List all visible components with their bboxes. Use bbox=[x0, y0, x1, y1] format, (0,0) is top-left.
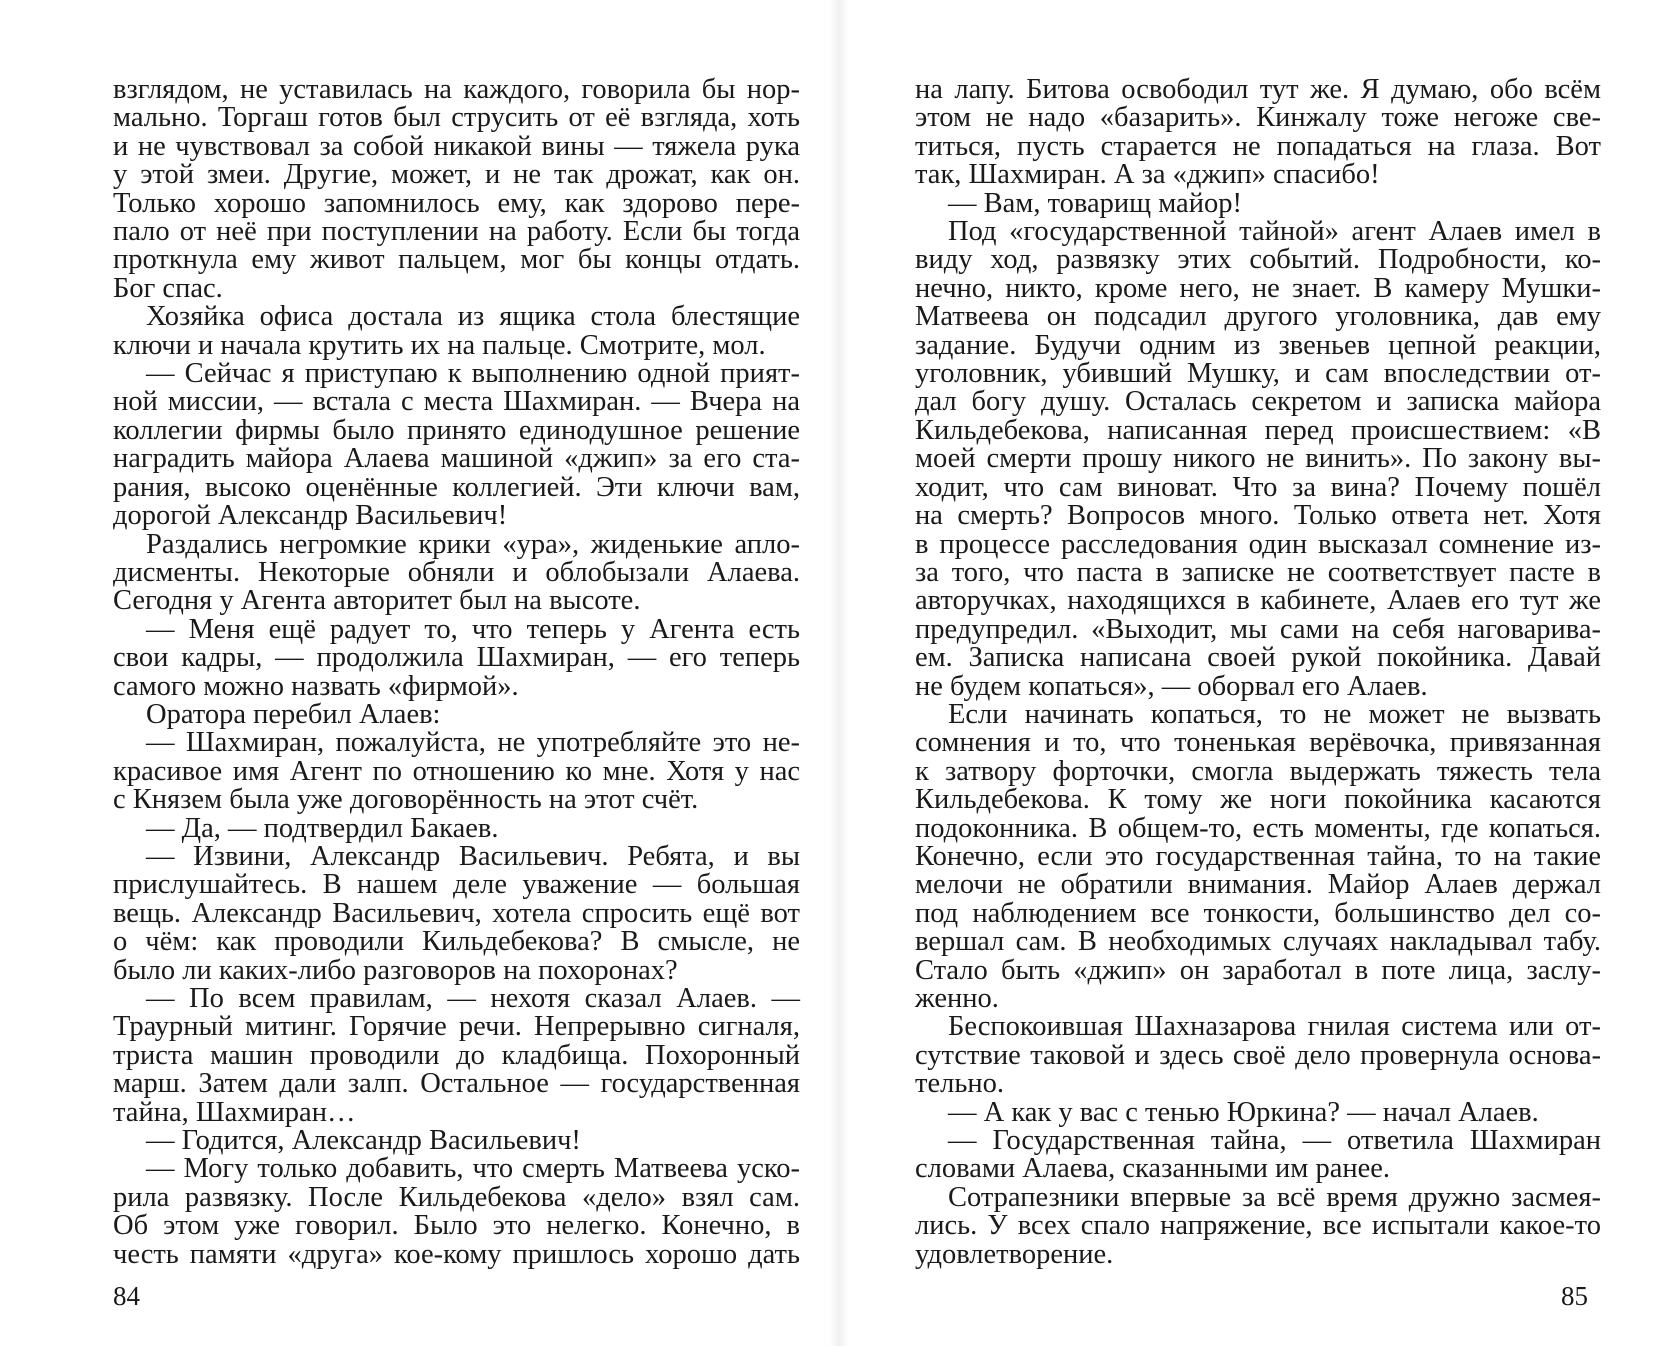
text-line: наградить майора Алаева машиной «джип» за его ста- bbox=[113, 443, 800, 475]
text-line: рила развязку. После Кильдебекова «дело» взял сам. bbox=[113, 1181, 800, 1213]
text-line: — Да, — подтвердил Бакаев. bbox=[146, 812, 499, 844]
text-line: — Могу только добавить, что смерть Матвеева уско- bbox=[146, 1153, 800, 1185]
text-line: самого можно назвать «фирмой». bbox=[113, 670, 519, 702]
text-line: взглядом, не уставилась на каждого, говорила бы нор- bbox=[113, 74, 800, 105]
text-line: пало от неё при поступлении на работу. Если бы тогда bbox=[113, 216, 800, 248]
text-line: тельно. bbox=[915, 1068, 1004, 1100]
text-line: и не чувствовал за собой никакой вины — тяжела рука bbox=[113, 130, 800, 162]
text-line: марш. Затем дали залп. Остальное — государственная bbox=[113, 1068, 800, 1100]
text-line: на лапу. Битова освободил тут же. Я думаю, обо всём bbox=[915, 74, 1601, 105]
text-line: с Князем была уже договорённость на этот счёт. bbox=[113, 784, 699, 816]
text-line: под наблюдением все тонкости, большинство дел со- bbox=[915, 897, 1601, 929]
text-line: — Меня ещё радует то, что теперь у Агента есть bbox=[146, 613, 800, 645]
text-line: так, Шахмиран. А за «джип» спасибо! bbox=[915, 159, 1380, 191]
text-line: сомнения и то, что тоненькая верёвочка, привязанная bbox=[915, 727, 1601, 759]
text-line: уголовник, убивший Мушку, и сам впоследствии от- bbox=[915, 358, 1601, 390]
left-page-text bbox=[113, 76, 800, 1269]
text-line: Хозяйка офиса достала из ящика стола блестящие bbox=[146, 301, 800, 333]
text-line: женно. bbox=[915, 983, 999, 1014]
text-line: Беспокоившая Шахназарова гнилая система или от- bbox=[948, 1011, 1601, 1043]
text-line: — Государственная тайна, — ответила Шахмиран bbox=[948, 1125, 1601, 1157]
text-line: Стало быть «джип» он заработал в поте лица, заслу- bbox=[915, 954, 1601, 986]
text-line: вещь. Александр Васильевич, хотела спросить ещё вот bbox=[113, 897, 800, 929]
text-line: вершал сам. В необходимых случаях накладывал табу. bbox=[915, 926, 1601, 958]
text-line: моей смерти прошу никого не винить». По закону вы- bbox=[915, 443, 1601, 475]
right-page-number: 85 bbox=[1561, 1281, 1588, 1311]
text-line: прислушайтесь. В нашем деле уважение — большая bbox=[113, 869, 800, 901]
text-line: ем. Записка написана своей рукой покойника. Давай bbox=[915, 642, 1601, 674]
text-line: ключи и начала крутить их на пальце. Смотрите, мол. bbox=[113, 329, 766, 361]
text-line: — А как у вас с тенью Юркина? — начал Алаев. bbox=[948, 1096, 1539, 1128]
text-line: триста машин проводили до кладбища. Похоронный bbox=[113, 1039, 800, 1071]
text-line: дал богу душу. Осталась секретом и записка майора bbox=[915, 386, 1601, 418]
text-line: красивое имя Агент по отношению ко мне. Хотя у нас bbox=[113, 755, 800, 787]
text-line: Об этом уже говорил. Было это нелегко. Конечно, в bbox=[113, 1210, 800, 1242]
text-line: авторучках, находящихся в кабинете, Алаев его тут же bbox=[915, 585, 1601, 617]
right-page bbox=[839, 0, 1678, 1346]
text-line: этом не надо «базарить». Кинжалу тоже негоже све- bbox=[915, 102, 1601, 134]
text-line: мально. Торгаш готов был струсить от её взгляда, хоть bbox=[113, 102, 800, 134]
text-line: проткнула ему живот пальцем, мог бы концы отдать. bbox=[113, 244, 800, 276]
text-line: честь памяти «друга» кое-кому пришлось хорошо дать bbox=[113, 1238, 800, 1270]
text-line: — По всем правилам, — нехотя сказал Алаев. — bbox=[146, 983, 800, 1014]
text-line: задание. Будучи одним из звеньев цепной реакции, bbox=[915, 329, 1601, 361]
text-line: было ли каких-либо разговоров на похоронах? bbox=[113, 954, 678, 986]
right-page-text bbox=[915, 76, 1601, 1269]
text-line: дорогой Александр Васильевич! bbox=[113, 500, 508, 532]
text-line: предупредил. «Выходит, мы сами на себя наговарива- bbox=[915, 613, 1601, 645]
text-line: не будем копаться», — оборвал его Алаев. bbox=[915, 670, 1428, 702]
text-line: на смерть? Вопросов много. Только ответа нет. Хотя bbox=[915, 500, 1601, 532]
text-line: — Извини, Александр Васильевич. Ребята, и вы bbox=[146, 840, 800, 872]
text-line: за того, что паста в записке не соответствует пасте в bbox=[915, 556, 1601, 588]
text-line: лись. У всех спало напряжение, все испытали какое-то bbox=[915, 1210, 1601, 1242]
text-line: Под «государственной тайной» агент Алаев имел в bbox=[948, 216, 1601, 248]
text-line: Только хорошо запомнилось ему, как здорово пере- bbox=[113, 187, 800, 219]
text-line: Траурный митинг. Горячие речи. Непрерывно сигналя, bbox=[113, 1011, 800, 1043]
text-line: свои кадры, — продолжила Шахмиран, — его теперь bbox=[113, 642, 800, 674]
text-line: ходит, что сам виноват. Что за вина? Почему пошёл bbox=[915, 471, 1601, 503]
text-line: дисменты. Некоторые обняли и облобызали Алаева. bbox=[113, 556, 800, 588]
text-line: Сегодня у Агента авторитет был на высоте. bbox=[113, 585, 641, 617]
text-line: нечно, никто, кроме него, не знает. В камеру Мушки- bbox=[915, 272, 1601, 304]
text-line: Сотрапезники впервые за всё время дружно засмея- bbox=[948, 1181, 1601, 1213]
text-line: Бог спас. bbox=[113, 272, 223, 304]
text-line: Матвеева он подсадил другого уголовника, дав ему bbox=[915, 301, 1601, 333]
text-line: виду ход, развязку этих событий. Подробности, ко- bbox=[915, 244, 1601, 276]
text-line: Кильдебекова, написанная перед происшествием: «В bbox=[915, 414, 1601, 446]
text-line: словами Алаева, сказанными им ранее. bbox=[915, 1153, 1391, 1185]
text-line: подоконника. В общем-то, есть моменты, где копаться. bbox=[915, 812, 1601, 844]
text-line: — Вам, товарищ майор! bbox=[948, 187, 1242, 219]
text-line: к затвору форточки, смогла выдержать тяжесть тела bbox=[915, 755, 1601, 787]
text-line: в процессе расследования один высказал сомнение из- bbox=[915, 528, 1601, 560]
text-line: ной миссии, — встала с места Шахмиран. — Вчера на bbox=[113, 386, 800, 418]
text-line: Если начинать копаться, то не может не вызвать bbox=[948, 698, 1601, 730]
text-line: Кильдебекова. К тому же ноги покойника касаются bbox=[915, 784, 1601, 816]
text-line: Конечно, если это государственная тайна, то на такие bbox=[915, 840, 1601, 872]
text-line: тайна, Шахмиран… bbox=[113, 1096, 356, 1128]
text-line: мелочи не обратили внимания. Майор Алаев держал bbox=[915, 869, 1601, 901]
text-line: коллегии фирмы было принято единодушное решение bbox=[113, 414, 800, 446]
text-line: Оратора перебил Алаев: bbox=[146, 698, 441, 730]
text-line: сутствие таковой и здесь своё дело провернула основа- bbox=[915, 1039, 1601, 1071]
text-line: о чём: как проводили Кильдебекова? В смысле, не bbox=[113, 926, 800, 958]
text-line: — Сейчас я приступаю к выполнению одной прият- bbox=[146, 358, 800, 390]
text-line: Раздались негромкие крики «ура», жиденькие апло- bbox=[146, 528, 800, 560]
text-line: рания, высоко оценённые коллегией. Эти ключи вам, bbox=[113, 471, 800, 503]
text-line: удовлетворение. bbox=[915, 1238, 1114, 1270]
text-line: у этой змеи. Другие, может, и не так дрожат, как он. bbox=[113, 159, 800, 191]
text-line: титься, пусть старается не попадаться на глаза. Вот bbox=[915, 130, 1601, 162]
text-line: — Шахмиран, пожалуйста, не употребляйте это не- bbox=[146, 727, 800, 759]
text-line: — Годится, Александр Васильевич! bbox=[146, 1125, 581, 1157]
left-page-number: 84 bbox=[113, 1281, 140, 1311]
